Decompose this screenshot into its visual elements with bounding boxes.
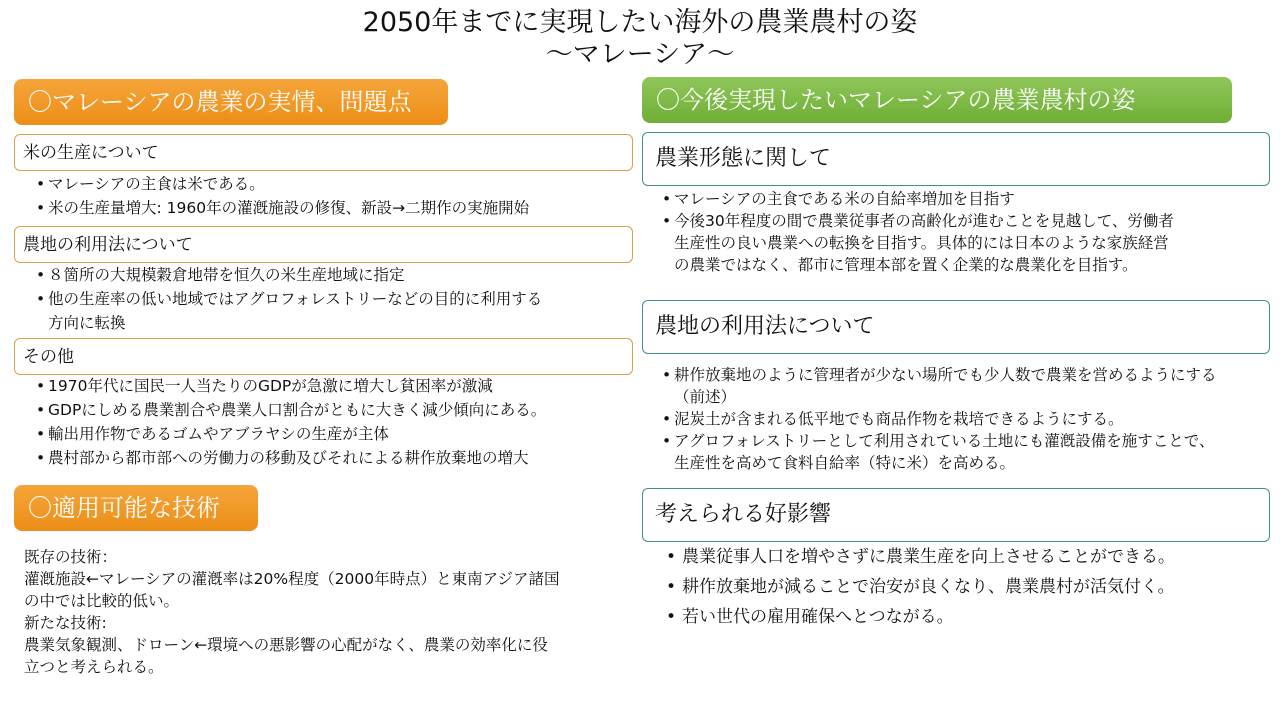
tech-line: 既存の技術： [24, 548, 118, 566]
list-item: • 耕作放棄地のように管理者が少ない場所でも少人数で農業を営めるようにする [674, 364, 1270, 386]
list-item: • GDPにしめる農業割合や農業人口割合がともに大きく減少傾向にある。 [48, 398, 638, 422]
list-item-continuation: （前述） [674, 388, 737, 406]
land-use-list [48, 263, 638, 335]
list-item: • 泥炭土が含まれる低平地でも商品作物を栽培できるようにする。 [674, 408, 1270, 430]
list-item: • 耕作放棄地が減ることで治安が良くなり、農業農村が活気付く。 [682, 572, 1270, 602]
list-item: • 他の生産率の低い地域ではアグロフォレストリーなどの目的に利用する [48, 287, 638, 311]
issues-banner: 〇マレーシアの農業の実情、問題点 [14, 79, 448, 125]
list-item: • 若い世代の雇用確保へとつながる。 [682, 602, 1270, 632]
right-land-use-heading: 農地の利用法について [642, 300, 1270, 354]
list-item-continuation: の農業ではなく、都市に管理本部を置く企業的な農業化を目指す。 [674, 256, 1138, 274]
list-item: • 農業従事人口を増やさずに農業生産を向上させることができる。 [682, 542, 1270, 572]
page-subtitle: ～マレーシア～ [545, 39, 735, 70]
list-item: • 今後30年程度の間で農業従事者の高齢化が進むことを見越して、労働者 [674, 210, 1270, 232]
tech-line: 立つと考えられる。 [24, 658, 164, 676]
page-title: 2050年までに実現したい海外の農業農村の姿 [362, 7, 918, 38]
list-item: • マレーシアの主食は米である。 [48, 172, 638, 196]
tech-banner: 〇適用可能な技術 [14, 485, 258, 531]
other-list [48, 374, 638, 470]
rice-production-heading: 米の生産について [14, 134, 633, 171]
tech-line: の中では比較的低い。 [24, 592, 180, 610]
list-item: • マレーシアの主食である米の自給率増加を目指す [674, 188, 1270, 210]
list-item: • 米の生産量増大: 1960年の灌漑施設の修復、新設→二期作の実施開始 [48, 196, 638, 220]
future-banner: 〇今後実現したいマレーシアの農業農村の姿 [642, 77, 1232, 123]
tech-line: 灌漑施設←マレーシアの灌漑率は20%程度（2000年時点）と東南アジア諸国 [24, 570, 560, 588]
list-item-continuation: 方向に転換 [48, 314, 126, 332]
list-item: • 1970年代に国民一人当たりのGDPが急激に増大し貧困率が激減 [48, 374, 638, 398]
tech-text [24, 546, 634, 678]
positive-effects-heading: 考えられる好影響 [642, 488, 1270, 542]
rice-production-list [48, 172, 638, 220]
list-item: • アグロフォレストリーとして利用されている土地にも灌漑設備を施すことで、 [674, 430, 1270, 452]
list-item: • 輸出用作物であるゴムやアブラヤシの生産が主体 [48, 422, 638, 446]
positive-effects-list [682, 542, 1270, 632]
tech-line: 新たな技術: [24, 614, 107, 632]
list-item: • 農村部から都市部への労働力の移動及びそれによる耕作放棄地の増大 [48, 446, 638, 470]
tech-line: 農業気象観測、ドローン←環境への悪影響の心配がなく、農業の効率化に役 [24, 636, 548, 654]
list-item-continuation: 生産性を高めて食料自給率（特に米）を高める。 [674, 454, 1016, 472]
farm-form-heading: 農業形態に関して [642, 132, 1270, 186]
other-heading: その他 [14, 338, 633, 375]
list-item: • ８箇所の大規模穀倉地帯を恒久の米生産地域に指定 [48, 263, 638, 287]
right-land-use-list [674, 364, 1270, 474]
list-item-continuation: 生産性の良い農業への転換を目指す。具体的には日本のような家族経営 [674, 234, 1169, 252]
land-use-heading: 農地の利用法について [14, 226, 633, 263]
farm-form-list [674, 188, 1270, 276]
